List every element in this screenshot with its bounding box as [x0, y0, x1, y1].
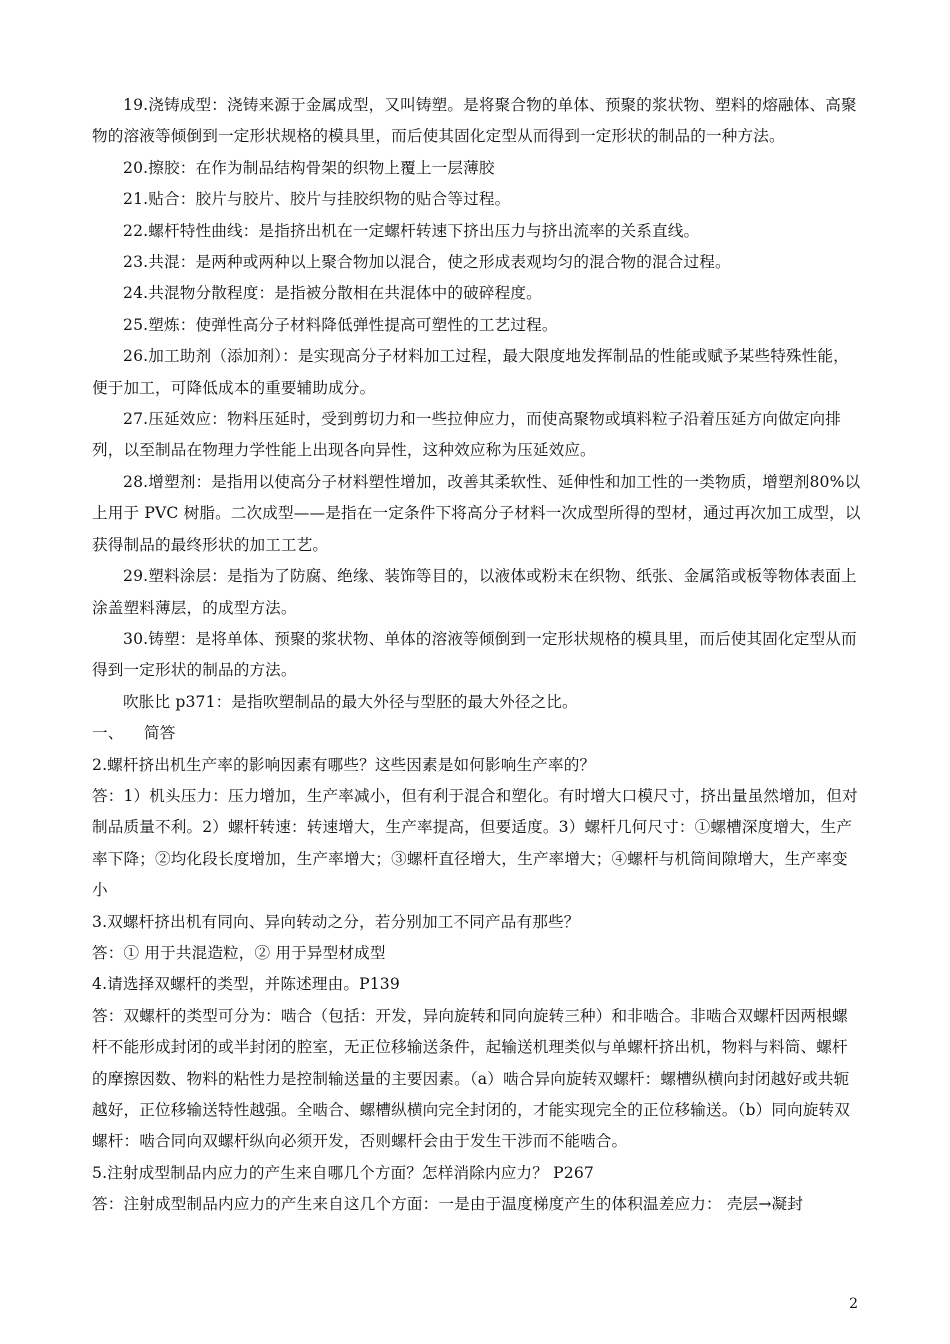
section-number: 一、 — [92, 724, 124, 743]
section-heading — [92, 718, 862, 749]
definition-blow-up-ratio: 吹胀比 p371：是指吹塑制品的最大外径与型胚的最大外径之比。 — [123, 692, 578, 711]
question-4: 4.请选择双螺杆的类型，并陈述理由。P139 — [92, 975, 400, 994]
answer-2: 答：1）机头压力：压力增加，生产率减小，但有利于混合和塑化。有时增大口模尺寸，挤出量虽然增加，但对制品质量不利。2）螺杆转速：转速增大，生产率提高，但要适度。3）螺杆几何尺寸：①螺槽深度增大，生产率下降；②均化段长度增加，生产率增大；③螺杆直径增大，生产率增大；④螺杆与机筒间隙增大，生产率变小 — [92, 786, 858, 900]
definition-25: 25.塑炼：使弹性高分子材料降低弹性提高可塑性的工艺过程。 — [123, 315, 558, 334]
definition-28: 28.增塑剂：是指用以使高分子材料塑性增加，改善其柔软性、延伸性和加工性的一类物质，增塑剂80%以上用于 PVC 树脂。二次成型——是指在一定条件下将高分子材料一次成型所得的型材，通过再次加工成型，以获得制品的最终形状的加工工艺。 — [92, 472, 861, 554]
definition-20: 20.擦胶：在作为制品结构骨架的织物上覆上一层薄胶 — [123, 158, 495, 177]
page-number: 2 — [849, 1296, 858, 1312]
definition-23: 23.共混：是两种或两种以上聚合物加以混合，使之形成表观均匀的混合物的混合过程。 — [123, 253, 731, 272]
question-5: 5.注射成型制品内应力的产生来自哪几个方面？怎样消除内应力？ P267 — [92, 1163, 594, 1182]
definition-19: 19.浇铸成型：浇铸来源于金属成型，又叫铸塑。是将聚合物的单体、预聚的浆状物、塑料的熔融体、高聚物的溶液等倾倒到一定形状规格的模具里，而后使其固化定型从而得到一定形状的制品的一种方法。 — [92, 96, 857, 146]
section-title: 简答 — [144, 724, 176, 743]
answer-4: 答：双螺杆的类型可分为：啮合（包括：开发，异向旋转和同向旋转三种）和非啮合。非啮合双螺杆因两根螺杆不能形成封闭的或半封闭的腔室，无正位移输送条件，起输送机理类似与单螺杆挤出机，物料与料筒、螺杆的摩擦因数、物料的粘性力是控制输送量的主要因素。（a）啮合异向旋转双螺杆：螺槽纵横向封闭越好或共轭越好，正位移输送特性越强。全啮合、螺槽纵横向完全封闭的，才能实现完全的正位移输送。（b）同向旋转双螺杆：啮合同向双螺杆纵向必须开发，否则螺杆会由于发生干涉而不能啮合。 — [92, 1006, 851, 1151]
definition-21: 21.贴合：胶片与胶片、胶片与挂胶织物的贴合等过程。 — [123, 190, 511, 209]
definition-26: 26.加工助剂（添加剂）：是实现高分子材料加工过程，最大限度地发挥制品的性能或赋予某些特殊性能，便于加工，可降低成本的重要辅助成分。 — [92, 347, 849, 397]
definition-24: 24.共混物分散程度：是指被分散相在共混体中的破碎程度。 — [123, 284, 542, 303]
page-content — [92, 90, 862, 1221]
definition-30: 30.铸塑：是将单体、预聚的浆状物、单体的溶液等倾倒到一定形状规格的模具里，而后使其固化定型从而得到一定形状的制品的方法。 — [92, 629, 857, 680]
question-3: 3.双螺杆挤出机有同向、异向转动之分，若分别加工不同产品有那些？ — [92, 912, 580, 931]
definition-27: 27.压延效应：物料压延时，受到剪切力和一些拉伸应力，而使高聚物或填料粒子沿着压延方向做定向排列，以至制品在物理力学性能上出现各向异性，这种效应称为压延效应。 — [92, 410, 841, 460]
answer-5: 答：注射成型制品内应力的产生来自这几个方面：一是由于温度梯度产生的体积温差应力： 壳层→凝封 — [92, 1195, 804, 1214]
answer-3: 答：① 用于共混造粒，② 用于异型材成型 — [92, 943, 386, 962]
definition-29: 29.塑料涂层：是指为了防腐、绝缘、装饰等目的，以液体或粉末在织物、纸张、金属箔或板等物体表面上涂盖塑料薄层，的成型方法。 — [92, 567, 857, 617]
definition-22: 22.螺杆特性曲线：是指挤出机在一定螺杆转速下挤出压力与挤出流率的关系直线。 — [123, 221, 700, 240]
question-2: 2.螺杆挤出机生产率的影响因素有哪些？这些因素是如何影响生产率的？ — [92, 755, 596, 774]
